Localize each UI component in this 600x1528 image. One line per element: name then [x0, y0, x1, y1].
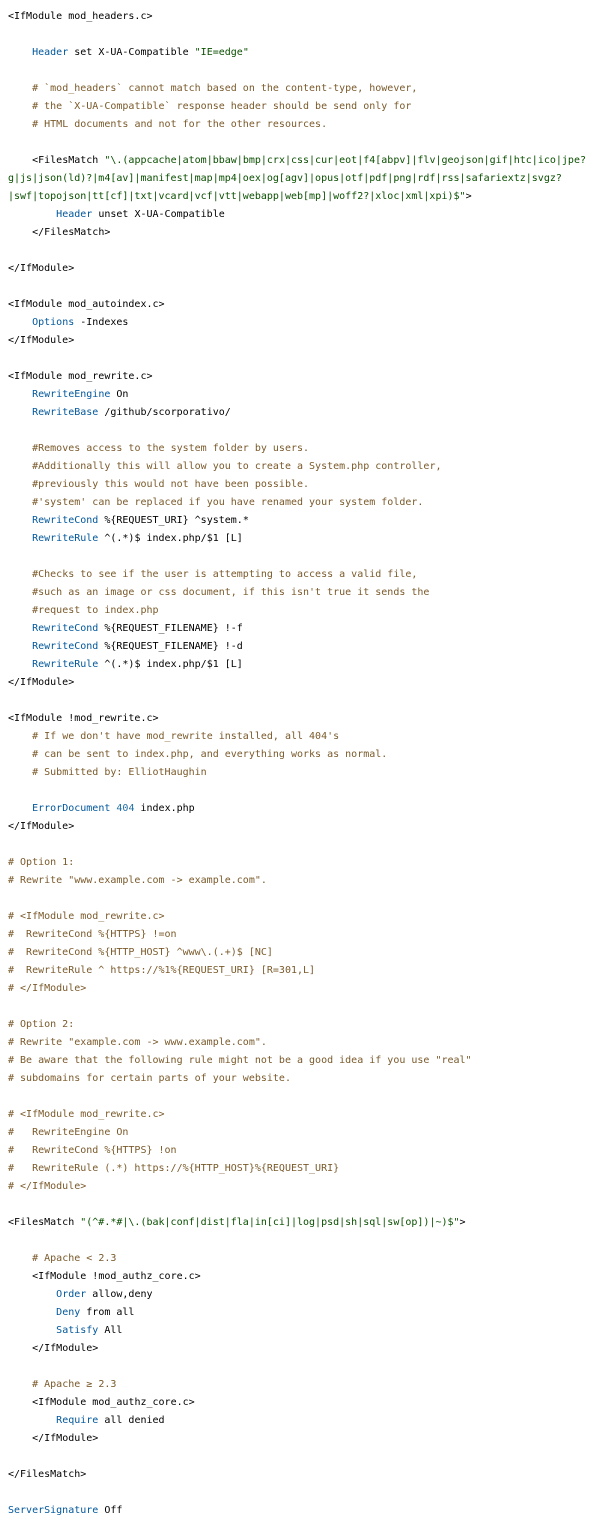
- code-line: [8, 8, 600, 26]
- code-line: [8, 854, 600, 872]
- code-line: [8, 350, 600, 368]
- comment-token: # </IfModule>: [8, 983, 87, 994]
- plain-token: [8, 227, 32, 238]
- plain-token: On: [110, 389, 129, 400]
- directive-token: RewriteRule: [32, 659, 99, 670]
- code-line: [8, 944, 600, 962]
- code-line: [8, 800, 600, 818]
- plain-token: [8, 1397, 32, 1408]
- plain-token: [8, 749, 32, 760]
- directive-token: ErrorDocument: [32, 803, 111, 814]
- comment-token: # Apache ≥ 2.3: [32, 1379, 117, 1390]
- string-token: "(^#.*#|\.(bak|conf|dist|fla|in[ci]|log|psd|sh|sql|sw[op])|~)$": [80, 1217, 460, 1228]
- code-line: [8, 1286, 600, 1304]
- code-line: [8, 782, 600, 800]
- comment-token: # <IfModule mod_rewrite.c>: [8, 911, 165, 922]
- comment-token: #request to index.php: [32, 605, 159, 616]
- code-line: [8, 1052, 600, 1070]
- code-line: [8, 620, 600, 638]
- code-line: [8, 1106, 600, 1124]
- code-line: [8, 206, 600, 224]
- directive-token: Deny: [56, 1307, 81, 1318]
- code-line: [8, 1502, 600, 1520]
- code-line: [8, 476, 600, 494]
- comment-token: # <IfModule mod_rewrite.c>: [8, 1109, 165, 1120]
- directive-token: RewriteBase: [32, 407, 99, 418]
- plain-token: from all: [80, 1307, 135, 1318]
- tag-token: >: [465, 191, 472, 202]
- plain-token: [8, 83, 32, 94]
- code-line: [8, 962, 600, 980]
- code-line: [8, 1088, 600, 1106]
- directive-token: RewriteCond: [32, 641, 99, 652]
- code-line: [8, 1214, 600, 1232]
- plain-token: [8, 1325, 56, 1336]
- code-line: [8, 116, 600, 134]
- plain-token: [8, 101, 32, 112]
- code-line: [8, 1484, 600, 1502]
- comment-token: #Removes access to the system folder by users.: [32, 443, 310, 454]
- code-line: [8, 1196, 600, 1214]
- code-line: [8, 422, 600, 440]
- code-line: [8, 224, 600, 242]
- code-line: [8, 1340, 600, 1358]
- comment-token: # Option 2:: [8, 1019, 75, 1030]
- comment-token: # HTML documents and not for the other resources.: [32, 119, 328, 130]
- comment-token: # the `X-UA-Compatible` response header should be send only for: [32, 101, 412, 112]
- tag-token: <FilesMatch: [8, 1217, 81, 1228]
- directive-token: Header: [32, 47, 69, 58]
- comment-token: # RewriteRule ^ https://%1%{REQUEST_URI} [R=301,L]: [8, 965, 316, 976]
- tag-token: <IfModule mod_authz_core.c>: [32, 1397, 195, 1408]
- tag-token: <IfModule mod_headers.c>: [8, 11, 153, 22]
- plain-token: index.php: [134, 803, 195, 814]
- directive-token: Header: [56, 209, 93, 220]
- string-token: g|js|json(ld)?|m4[av]|manifest|map|mp4|oex|og[agv]|opus|otf|pdf|png|rdf|rss|safariextz|svgz?: [8, 173, 562, 184]
- code-line: [8, 188, 600, 206]
- tag-token: </FilesMatch>: [8, 1469, 87, 1480]
- comment-token: #such as an image or css document, if this isn't true it sends the: [32, 587, 430, 598]
- plain-token: [8, 1307, 56, 1318]
- code-line: [8, 1124, 600, 1142]
- plain-token: [8, 407, 32, 418]
- tag-token: <IfModule mod_rewrite.c>: [8, 371, 153, 382]
- code-line: [8, 440, 600, 458]
- directive-token: RewriteCond: [32, 623, 99, 634]
- comment-token: # RewriteCond %{HTTPS} !on: [8, 1145, 177, 1156]
- plain-token: set X-UA-Compatible: [68, 47, 195, 58]
- plain-token: [8, 1433, 32, 1444]
- tag-token: <FilesMatch: [32, 155, 105, 166]
- code-line: [8, 1232, 600, 1250]
- code-line: [8, 1160, 600, 1178]
- directive-token: Satisfy: [56, 1325, 99, 1336]
- code-line: [8, 692, 600, 710]
- code-line: [8, 980, 600, 998]
- code-line: [8, 638, 600, 656]
- code-line: [8, 746, 600, 764]
- code-line: [8, 1016, 600, 1034]
- tag-token: <IfModule !mod_authz_core.c>: [32, 1271, 201, 1282]
- code-line: [8, 1034, 600, 1052]
- directive-token: RewriteEngine: [32, 389, 111, 400]
- directive-token: Require: [56, 1415, 99, 1426]
- plain-token: [8, 1379, 32, 1390]
- code-line: [8, 728, 600, 746]
- plain-token: [8, 155, 32, 166]
- tag-token: >: [459, 1217, 466, 1228]
- plain-token: [8, 641, 32, 652]
- code-line: [8, 530, 600, 548]
- tag-token: </IfModule>: [32, 1343, 99, 1354]
- comment-token: # Option 1:: [8, 857, 75, 868]
- plain-token: [8, 659, 32, 670]
- plain-token: Off: [98, 1505, 123, 1516]
- comment-token: # subdomains for certain parts of your website.: [8, 1073, 291, 1084]
- tag-token: <IfModule !mod_rewrite.c>: [8, 713, 159, 724]
- code-line: [8, 584, 600, 602]
- code-line: [8, 404, 600, 422]
- code-line: [8, 332, 600, 350]
- code-line: [8, 296, 600, 314]
- plain-token: [8, 461, 32, 472]
- code-line: [8, 872, 600, 890]
- plain-token: [8, 569, 32, 580]
- code-line: [8, 656, 600, 674]
- string-token: "IE=edge": [194, 47, 249, 58]
- plain-token: allow,deny: [86, 1289, 153, 1300]
- code-line: [8, 1268, 600, 1286]
- code-line: [8, 1430, 600, 1448]
- number-token: 404: [116, 803, 135, 814]
- tag-token: </IfModule>: [8, 677, 75, 688]
- code-line: [8, 1394, 600, 1412]
- plain-token: [8, 479, 32, 490]
- comment-token: # Apache < 2.3: [32, 1253, 117, 1264]
- code-line: [8, 62, 600, 80]
- code-line: [8, 494, 600, 512]
- code-line: [8, 1448, 600, 1466]
- plain-token: [8, 1415, 56, 1426]
- plain-token: [8, 533, 32, 544]
- code-line: [8, 134, 600, 152]
- code-line: [8, 836, 600, 854]
- comment-token: # Rewrite "example.com -> www.example.com".: [8, 1037, 267, 1048]
- code-line: [8, 260, 600, 278]
- code-line: [8, 1250, 600, 1268]
- code-line: [8, 1322, 600, 1340]
- comment-token: # RewriteEngine On: [8, 1127, 129, 1138]
- code-line: [8, 1178, 600, 1196]
- code-line: [8, 566, 600, 584]
- comment-token: #Checks to see if the user is attempting to access a valid file,: [32, 569, 418, 580]
- plain-token: all denied: [98, 1415, 165, 1426]
- code-line: [8, 242, 600, 260]
- plain-token: [8, 1343, 32, 1354]
- plain-token: [8, 119, 32, 130]
- comment-token: # Rewrite "www.example.com -> example.com".: [8, 875, 267, 886]
- comment-token: #previously this would not have been possible.: [32, 479, 310, 490]
- code-line: [8, 512, 600, 530]
- code-line: [8, 314, 600, 332]
- plain-token: %{REQUEST_FILENAME} !-d: [98, 641, 243, 652]
- code-line: [8, 1358, 600, 1376]
- comment-token: # Submitted by: ElliotHaughin: [32, 767, 207, 778]
- plain-token: [8, 731, 32, 742]
- code-line: [8, 80, 600, 98]
- code-line: [8, 1376, 600, 1394]
- comment-token: # `mod_headers` cannot match based on the content-type, however,: [32, 83, 418, 94]
- code-line: [8, 26, 600, 44]
- comment-token: # RewriteCond %{HTTP_HOST} ^www\.(.+)$ [NC]: [8, 947, 273, 958]
- plain-token: [8, 389, 32, 400]
- plain-token: [8, 1253, 32, 1264]
- code-line: [8, 1070, 600, 1088]
- comment-token: # Be aware that the following rule might not be a good idea if you use "real": [8, 1055, 472, 1066]
- comment-token: # RewriteRule (.*) https://%{HTTP_HOST}%{REQUEST_URI}: [8, 1163, 340, 1174]
- plain-token: [8, 767, 32, 778]
- plain-token: [8, 209, 56, 220]
- comment-token: # If we don't have mod_rewrite installed, all 404's: [32, 731, 340, 742]
- plain-token: %{REQUEST_FILENAME} !-f: [98, 623, 243, 634]
- code-line: [8, 602, 600, 620]
- plain-token: [8, 317, 32, 328]
- string-token: |swf|topojson|tt[cf]|txt|vcard|vcf|vtt|webapp|web[mp]|woff2?|xloc|xml|xpi)$": [8, 191, 466, 202]
- code-line: [8, 998, 600, 1016]
- code-line: [8, 710, 600, 728]
- code-line: [8, 674, 600, 692]
- plain-token: -Indexes: [74, 317, 129, 328]
- code-line: [8, 908, 600, 926]
- comment-token: # can be sent to index.php, and everything works as normal.: [32, 749, 388, 760]
- code-line: [8, 458, 600, 476]
- plain-token: unset X-UA-Compatible: [92, 209, 225, 220]
- tag-token: </IfModule>: [8, 263, 75, 274]
- plain-token: [8, 515, 32, 526]
- code-line: [8, 368, 600, 386]
- tag-token: </IfModule>: [32, 1433, 99, 1444]
- plain-token: [8, 605, 32, 616]
- string-token: "\.(appcache|atom|bbaw|bmp|crx|css|cur|eot|f4[abpv]|flv|geojson|gif|htc|ico|jpe?: [104, 155, 586, 166]
- tag-token: </IfModule>: [8, 335, 75, 346]
- plain-token: ^(.*)$ index.php/$1 [L]: [98, 533, 243, 544]
- code-line: [8, 44, 600, 62]
- plain-token: [8, 497, 32, 508]
- code-line: [8, 548, 600, 566]
- code-line: [8, 1466, 600, 1484]
- directive-token: ServerSignature: [8, 1505, 99, 1516]
- plain-token: [8, 1271, 32, 1282]
- directive-token: Order: [56, 1289, 87, 1300]
- comment-token: #'system' can be replaced if you have renamed your system folder.: [32, 497, 424, 508]
- code-line: [8, 818, 600, 836]
- comment-token: #Additionally this will allow you to create a System.php controller,: [32, 461, 442, 472]
- directive-token: RewriteCond: [32, 515, 99, 526]
- plain-token: [8, 1289, 56, 1300]
- code-line: [8, 278, 600, 296]
- directive-token: RewriteRule: [32, 533, 99, 544]
- plain-token: /github/scorporativo/: [98, 407, 231, 418]
- directive-token: Options: [32, 317, 75, 328]
- code-line: [8, 98, 600, 116]
- tag-token: <IfModule mod_autoindex.c>: [8, 299, 165, 310]
- tag-token: </IfModule>: [8, 821, 75, 832]
- plain-token: [8, 47, 32, 58]
- code-line: [8, 1142, 600, 1160]
- plain-token: [8, 443, 32, 454]
- plain-token: ^(.*)$ index.php/$1 [L]: [98, 659, 243, 670]
- code-line: [8, 170, 600, 188]
- code-line: [8, 1412, 600, 1430]
- code-line: [8, 152, 600, 170]
- plain-token: [8, 803, 32, 814]
- plain-token: [8, 623, 32, 634]
- code-line: [8, 386, 600, 404]
- code-line: [8, 890, 600, 908]
- code-line: [8, 926, 600, 944]
- tag-token: </FilesMatch>: [32, 227, 111, 238]
- code-line: [8, 1304, 600, 1322]
- plain-token: %{REQUEST_URI} ^system.*: [98, 515, 249, 526]
- comment-token: # RewriteCond %{HTTPS} !=on: [8, 929, 177, 940]
- comment-token: # </IfModule>: [8, 1181, 87, 1192]
- code-line: [8, 764, 600, 782]
- plain-token: [8, 587, 32, 598]
- plain-token: All: [98, 1325, 123, 1336]
